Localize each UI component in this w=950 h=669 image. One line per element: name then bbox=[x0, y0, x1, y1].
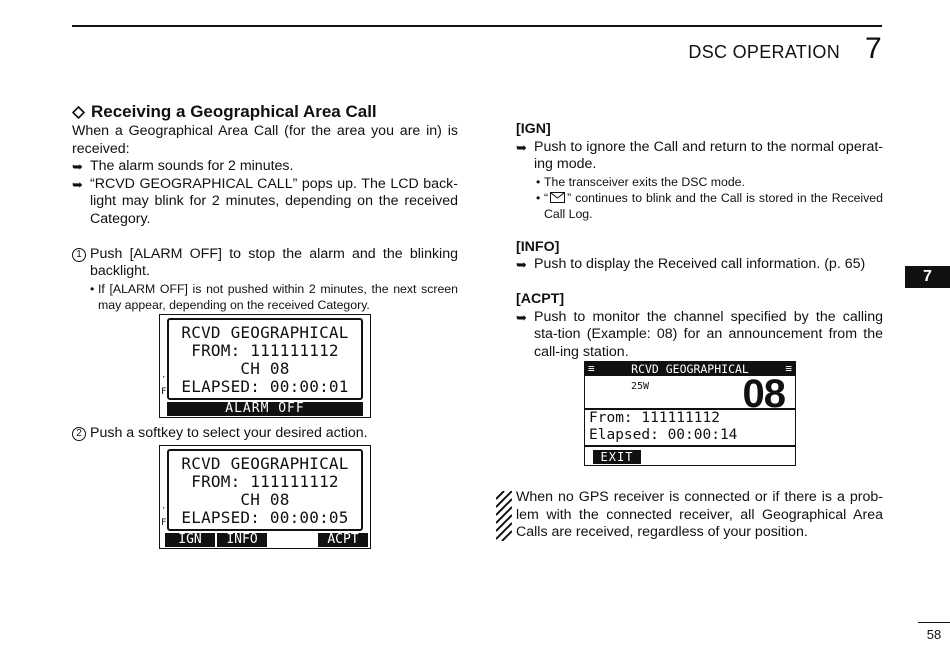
lcd-screen-actions bbox=[159, 445, 371, 549]
lcd-screen-accepted bbox=[584, 361, 796, 466]
channel-number: 08 bbox=[742, 372, 785, 416]
section-title-text: Receiving a Geographical Area Call bbox=[91, 102, 377, 121]
lcd-call-info bbox=[585, 408, 795, 447]
lcd-line: FROM: 111111112 bbox=[191, 341, 339, 360]
lcd-line: FROM: 111111112 bbox=[191, 472, 339, 491]
alarm-off-softkey[interactable]: ALARM OFF bbox=[167, 402, 363, 416]
lcd-scroll-mark: F bbox=[161, 387, 167, 397]
softkey-bar bbox=[165, 533, 368, 547]
lcd-from: From: 111111112 bbox=[589, 410, 720, 426]
step-number-circle: 2 bbox=[72, 427, 86, 441]
acpt-item bbox=[516, 309, 883, 362]
bullet-text: “RCVD GEOGRAPHICAL CALL” pops up. The LCD back-light may blink for 2 minutes, depending on the received Category. bbox=[90, 175, 458, 227]
bullet-item bbox=[72, 158, 458, 176]
info-text: Push to display the Received call information. (p. 65) bbox=[534, 256, 866, 273]
step-text: Push a softkey to select your desired action. bbox=[90, 425, 368, 441]
exit-softkey[interactable]: EXIT bbox=[593, 450, 641, 464]
lcd-message-frame bbox=[167, 318, 363, 400]
lcd-screen-alarm bbox=[159, 314, 371, 418]
right-column bbox=[516, 121, 883, 361]
diamond-icon bbox=[72, 106, 85, 119]
step-note bbox=[72, 281, 458, 313]
page-number: 58 bbox=[926, 627, 942, 642]
arrow-icon: ➥ bbox=[72, 159, 83, 175]
lcd-line: CH 08 bbox=[240, 359, 290, 378]
lcd-scroll-mark: F bbox=[161, 518, 167, 528]
acpt-softkey[interactable]: ACPT bbox=[318, 533, 368, 547]
ign-note bbox=[516, 190, 883, 222]
arrow-icon: ➥ bbox=[516, 309, 527, 325]
bullet-text: The alarm sounds for 2 minutes. bbox=[90, 158, 294, 175]
lcd-message-frame bbox=[167, 449, 363, 531]
info-item bbox=[516, 256, 883, 274]
power-level: 25W bbox=[631, 381, 650, 392]
info-softkey[interactable]: INFO bbox=[217, 533, 267, 547]
left-column bbox=[72, 101, 458, 313]
top-rule bbox=[72, 25, 882, 27]
bullet-dot: • bbox=[536, 190, 541, 205]
step-2 bbox=[72, 425, 458, 443]
info-heading: [INFO] bbox=[516, 238, 560, 255]
step-1 bbox=[72, 246, 458, 281]
bullet-dot: • bbox=[90, 281, 95, 296]
lcd-elapsed: Elapsed: 00:00:14 bbox=[589, 427, 738, 443]
page-rule bbox=[918, 622, 950, 623]
arrow-icon: ➥ bbox=[72, 176, 83, 192]
chapter-number: 7 bbox=[865, 32, 882, 65]
note-hatch-icon bbox=[496, 491, 512, 541]
ign-softkey[interactable]: IGN bbox=[165, 533, 215, 547]
menu-icon: ≡ bbox=[785, 362, 792, 375]
envelope-icon bbox=[550, 192, 565, 203]
step-number-circle: 1 bbox=[72, 248, 86, 262]
bullet-dot: • bbox=[536, 174, 541, 189]
acpt-heading: [ACPT] bbox=[516, 290, 565, 307]
lcd-line: RCVD GEOGRAPHICAL bbox=[181, 454, 349, 473]
lcd-title: RCVD GEOGRAPHICAL bbox=[631, 362, 749, 376]
menu-icon: ≡ bbox=[588, 362, 595, 375]
ign-note-text: The transceiver exits the DSC mode. bbox=[544, 174, 745, 189]
ign-note-prefix: “ bbox=[544, 190, 549, 205]
ign-note-text: ” continues to blink and the Call is stored in the Received Call Log. bbox=[544, 190, 883, 221]
section-title bbox=[72, 101, 458, 123]
acpt-text: Push to monitor the channel specified by the calling sta-tion (Example: 08) for an announcement from the call-ing station. bbox=[534, 308, 883, 360]
arrow-icon: ➥ bbox=[516, 257, 527, 273]
lcd-scroll-mark: · bbox=[161, 504, 167, 514]
ign-text: Push to ignore the Call and return to the normal operat-ing mode. bbox=[534, 138, 883, 173]
running-header-title: DSC OPERATION bbox=[688, 42, 840, 62]
arrow-icon: ➥ bbox=[516, 139, 527, 155]
lcd-line: ELAPSED: 00:00:05 bbox=[181, 508, 349, 527]
intro-text: When a Geographical Area Call (for the area you are in) is received: bbox=[72, 123, 458, 157]
chapter-side-tab: 7 bbox=[905, 266, 950, 288]
ign-item bbox=[516, 139, 883, 174]
lcd-line: RCVD GEOGRAPHICAL bbox=[181, 323, 349, 342]
lcd-line: ELAPSED: 00:00:01 bbox=[181, 377, 349, 396]
bullet-item bbox=[72, 176, 458, 229]
gps-note: When no GPS receiver is connected or if there is a prob-lem with the connected receiver, all Geographical Area Calls are received, regardless of your position. bbox=[516, 489, 883, 541]
lcd-scroll-mark: · bbox=[161, 373, 167, 383]
ign-heading: [IGN] bbox=[516, 121, 551, 137]
step-note-text: If [ALARM OFF] is not pushed within 2 minutes, the next screen may appear, depending on the received Category. bbox=[98, 281, 458, 312]
step-text: Push [ALARM OFF] to stop the alarm and the blinking backlight. bbox=[90, 245, 458, 280]
ign-note bbox=[516, 174, 883, 190]
lcd-line: CH 08 bbox=[240, 490, 290, 509]
